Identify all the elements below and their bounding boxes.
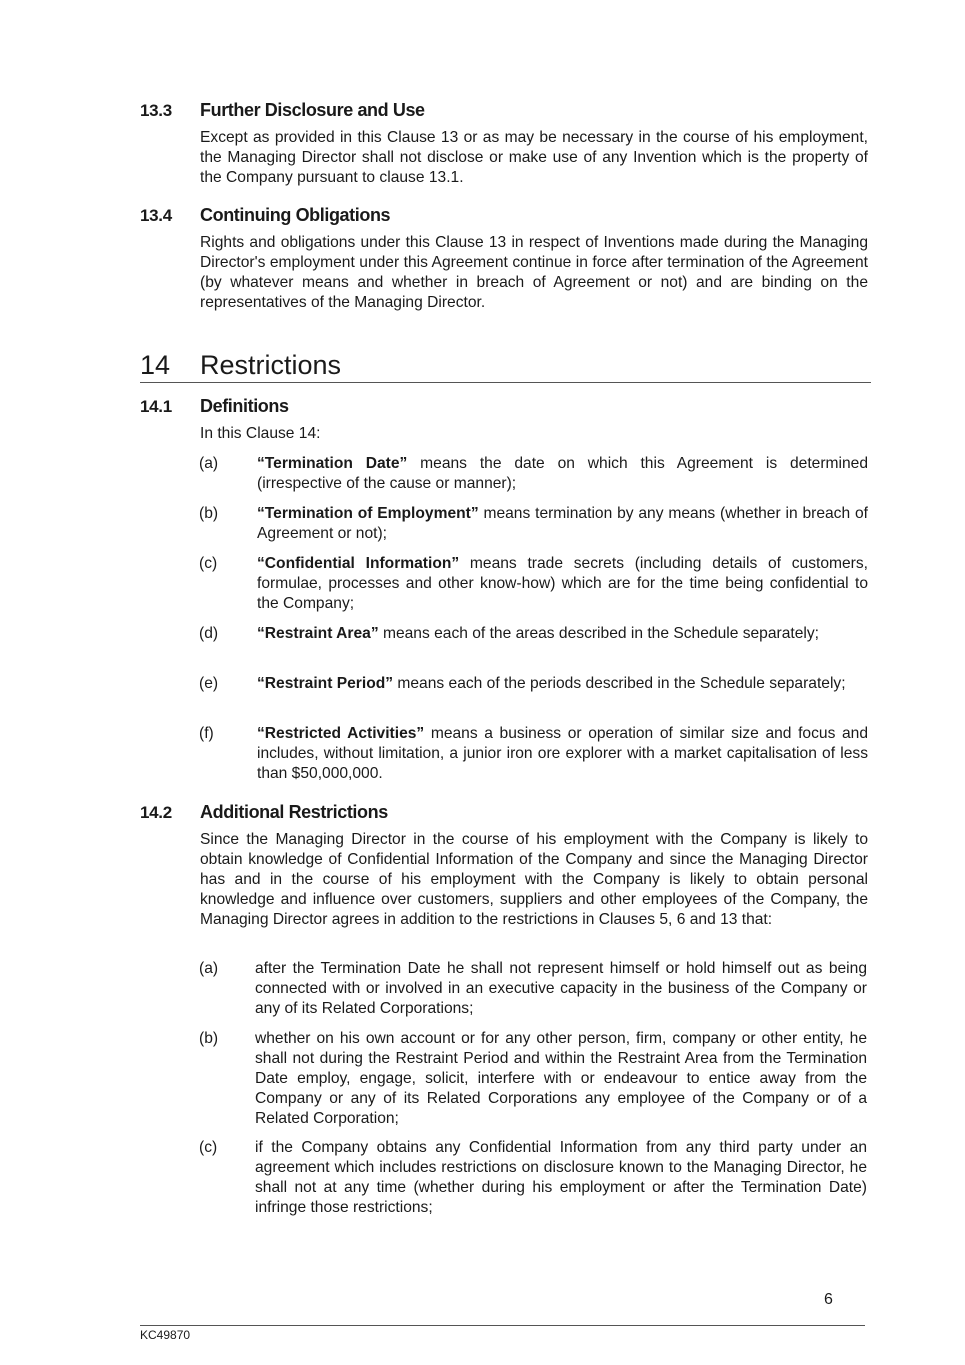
definition-label: (b) bbox=[199, 505, 219, 522]
definition-item bbox=[257, 554, 868, 614]
restriction-label: (b) bbox=[199, 1030, 219, 1047]
section-13-3-text: Except as provided in this Clause 13 or as may be necessary in the course of his employment, the Managing Director shall not disclose or make use of any Invention which is the property of the Company pursuant to clause 13.1. bbox=[200, 129, 868, 186]
definition-body: means each of the areas described in the Schedule separately; bbox=[378, 625, 819, 642]
section-14-1-title: Definitions bbox=[200, 396, 289, 416]
section-13-4-text: Rights and obligations under this Clause 13 in respect of Inventions made during the Managing Director's employment under this Agreement continue in force after termination of the Agreement (by whatever means and whether in breach of Agreement or not) and are binding on the representatives of the Managing Director. bbox=[200, 234, 868, 311]
document-code: KC49870 bbox=[140, 1328, 191, 1342]
definition-body: means termination by any means (whether in breach of Agreement or not); bbox=[257, 505, 868, 542]
definition-term: “Restricted Activities” bbox=[257, 725, 425, 742]
definition-body: means the date on which this Agreement is determined (irrespective of the cause or manner); bbox=[257, 455, 868, 492]
definition-label: (d) bbox=[199, 625, 219, 642]
definition-item bbox=[257, 454, 868, 494]
restriction-item: whether on his own account or for any other person, firm, company or other entity, he shall not during the Restraint Period and within the Restraint Area from the Termination Date employ, engage, solicit, interfere with or endeavour to entice away from the Company or any of its Related Corporations any employee of the Company or of a Related Corporation; bbox=[255, 1030, 867, 1127]
section-14-2-text: Since the Managing Director in the course of his employment with the Company is likely to obtain knowledge of Confidential Information of the Company and since the Managing Director has and in the course of his employment with the Company is likely to obtain personal knowledge and influence over customers, suppliers and other employees of the Company, the Managing Director agrees in addition to the restrictions in Clauses 5, 6 and 13 that: bbox=[200, 831, 868, 928]
definition-item bbox=[257, 724, 868, 784]
section-13-4-title: Continuing Obligations bbox=[200, 205, 391, 225]
definition-term: “Restraint Period” bbox=[257, 675, 394, 692]
definition-item bbox=[257, 504, 868, 544]
definition-term: “Restraint Area” bbox=[257, 625, 379, 642]
footer-rule bbox=[140, 1325, 865, 1326]
definition-term: “Termination of Employment” bbox=[257, 505, 479, 522]
restriction-label: (a) bbox=[199, 960, 219, 977]
clause-14-title: Restrictions bbox=[200, 350, 342, 380]
section-14-2-number: 14.2 bbox=[140, 803, 172, 822]
restriction-item: after the Termination Date he shall not represent himself or hold himself out as being connected with or involved in an executive capacity in the business of the Company or any of its Related Corporations; bbox=[255, 960, 867, 1017]
definition-label: (c) bbox=[199, 555, 218, 572]
definition-body: means trade secrets (including details of customers, formulae, processes and other know-how) which are for the time being confidential to the Company; bbox=[257, 555, 868, 612]
section-14-1-intro: In this Clause 14: bbox=[200, 425, 321, 442]
definition-label: (a) bbox=[199, 455, 219, 472]
restriction-item: if the Company obtains any Confidential Information from any third party under an agreement which includes restrictions on disclosure known to the Managing Director, he shall not at any time (whether during his employment or after the Termination Date) infringe those restrictions; bbox=[255, 1139, 867, 1216]
definition-item bbox=[257, 624, 868, 644]
section-14-2-title: Additional Restrictions bbox=[200, 802, 388, 822]
section-13-3-title: Further Disclosure and Use bbox=[200, 100, 425, 120]
section-13-3-number: 13.3 bbox=[140, 101, 172, 120]
definition-term: “Confidential Information” bbox=[257, 555, 460, 572]
restriction-label: (c) bbox=[199, 1139, 218, 1156]
section-13-4-number: 13.4 bbox=[140, 206, 172, 225]
definition-item bbox=[257, 674, 868, 694]
definition-body: means each of the periods described in the Schedule separately; bbox=[393, 675, 846, 692]
page-number: 6 bbox=[824, 1291, 833, 1308]
definition-body: means a business or operation of similar size and focus and includes, without limitation, a junior iron ore explorer with a market capitalisation of less than $50,000,000. bbox=[257, 725, 868, 782]
definition-label: (f) bbox=[199, 725, 214, 742]
section-14-1-number: 14.1 bbox=[140, 397, 172, 416]
definition-label: (e) bbox=[199, 675, 219, 692]
clause-14-number: 14 bbox=[140, 350, 171, 380]
clause-heading-rule bbox=[140, 382, 871, 383]
definition-term: “Termination Date” bbox=[257, 455, 408, 472]
